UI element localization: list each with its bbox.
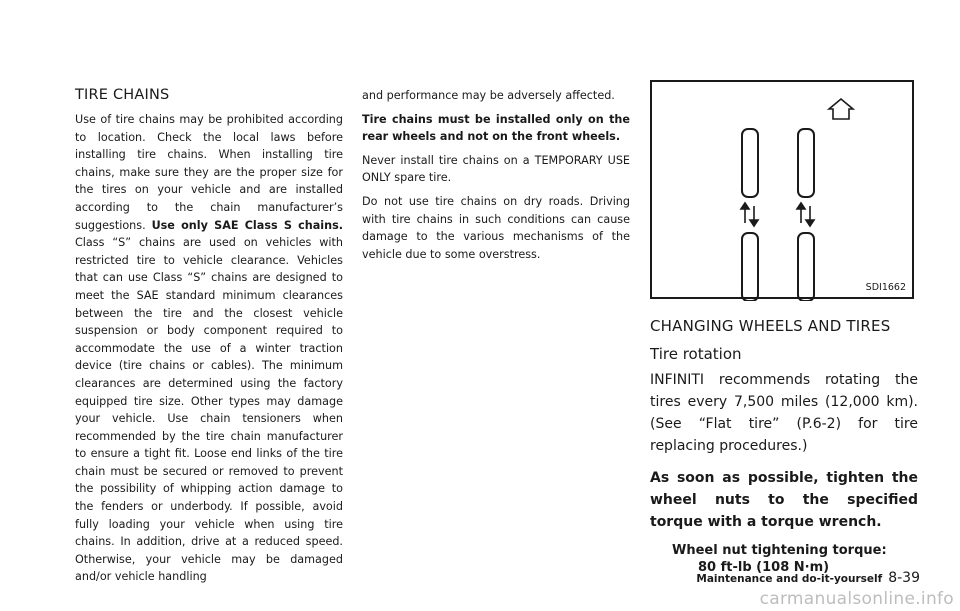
front-right-tire-icon	[798, 129, 814, 197]
rotation-recommendation: INFINITI recommends rotating the tires every 7,500 miles (12,000 km). (See “Flat tire” (P.6-2) for tire replacing procedures.)	[650, 372, 918, 454]
changing-wheels-column	[650, 80, 918, 575]
dry-roads-note: Do not use tire chains on dry roads. Driving with tire chains in such conditions can cause damage to the various mechanisms of the vehicle due to some overstress.	[362, 194, 630, 261]
tire-rotation-diagram	[652, 82, 916, 301]
tire-rotation-subheading: Tire rotation	[650, 345, 742, 363]
sae-class-s-notice: Use only SAE Class S chains.	[151, 218, 344, 232]
left-swap-arrows-icon	[741, 203, 758, 226]
tire-chains-text-b: Class “S” chains are used on vehicles with restricted tire to vehicle clearance. Vehicles that can use Class “S” chains are designed to meet the SAE standard minimum clearances between the tire and the closest vehicle suspension or body component required to accommodate the use of a winter traction device (tire chains or cables). The minimum clearances are determined using the factory equipped tire size. Other types may damage your vehicle. Use chain tensioners when recommended by the tire chain manufacturer to ensure a tight fit. Loose end links of the tire chain must be secured or removed to prevent the possibility of whipping action damage to the fenders or underbody. If possible, avoid fully loading your vehicle when using tire chains. In addition, drive at a reduced speed. Otherwise, your vehicle may be damaged and/or vehicle handling	[75, 236, 343, 584]
page-number: 8-39	[888, 570, 920, 586]
spare-tire-note: Never install tire chains on a TEMPORARY USE ONLY spare tire.	[362, 153, 630, 185]
rear-left-tire-icon	[742, 233, 758, 301]
torque-spec-value: 80 ft-lb (108 N·m)	[698, 560, 830, 575]
watermark: carmanualsonline.info	[759, 589, 954, 609]
rear-right-tire-icon	[798, 233, 814, 301]
tire-rotation-figure	[650, 80, 914, 299]
torque-spec-label: Wheel nut tightening torque:	[672, 543, 887, 558]
continued-paragraph: and performance may be adversely affected.	[362, 89, 615, 102]
torque-instruction: As soon as possible, tighten the wheel nuts to the specified torque with a torque wrench.	[650, 470, 918, 530]
forward-arrow-icon	[829, 99, 853, 119]
figure-code: SDI1662	[865, 282, 906, 293]
changing-wheels-heading: CHANGING WHEELS AND TIRES	[650, 317, 891, 335]
front-left-tire-icon	[742, 129, 758, 197]
tire-chains-paragraph	[75, 111, 343, 586]
right-swap-arrows-icon	[797, 203, 814, 226]
tire-chains-column	[75, 87, 343, 592]
tire-chains-text-a: Use of tire chains may be prohibited according to location. Check the local laws before installing tire chains. When installing tire chains, make sure they are the proper size for the tires on your vehicle and are installed according to the chain manufacturer’s suggestions.	[75, 113, 343, 232]
tire-chains-heading: TIRE CHAINS	[75, 87, 170, 103]
page-footer	[690, 567, 920, 586]
rear-wheels-warning: Tire chains must be installed only on the rear wheels and not on the front wheels.	[362, 112, 630, 144]
tire-chains-continued-column	[362, 87, 630, 269]
footer-section-title: Maintenance and do-it-yourself	[696, 573, 883, 585]
